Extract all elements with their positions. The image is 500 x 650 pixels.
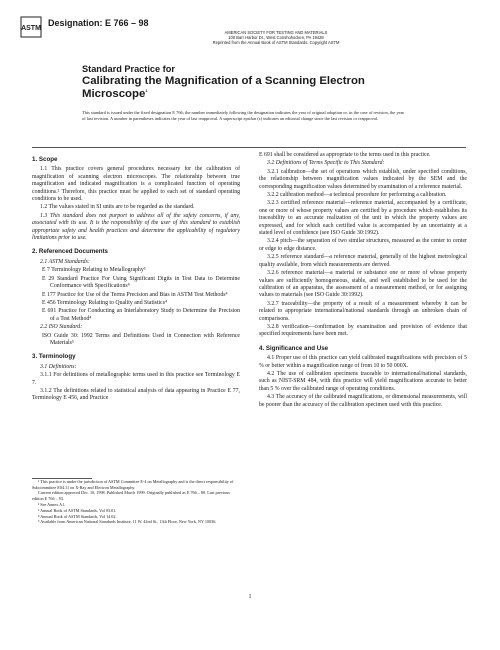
reference-item: E 456 Terminology Relating to Quality and Statistics⁴ <box>42 299 168 306</box>
left-column <box>32 152 240 404</box>
right-column <box>259 152 467 410</box>
paragraph-3-1-2: 3.1.2 The definitions related to statistical analysis of data appearing in Practice E 77, Terminology E 456, and Practice <box>32 387 240 402</box>
org-line: Reprinted from the Annual Book of ASTM Standards. Copyright ASTM <box>212 40 340 46</box>
logo-text: ASTM <box>21 25 41 32</box>
reference-item: E 177 Practice for Use of the Terms Precision and Bias in ASTM Test Methods⁴ <box>42 291 228 298</box>
paragraph-3-2: 3.2 Definitions of Terms Specific to This Standard: <box>267 160 385 167</box>
definition-reference-material: 3.2.6 reference material—a material or substance one or more of whose property values are sufficiently homogeneous, stable, and well established to be used for the calibration of an apparatus, the assessment of a measurement method, or for assigning values to materials (see ISO Guide 30:1992). <box>259 270 467 299</box>
paragraph-3-1-1: 3.1.1 For definitions of metallographic terms used in this practice see Terminology E 7. <box>32 372 240 386</box>
org-line: 100 Barr Harbor Dr., West Conshohocken, PA 19428 <box>228 35 324 41</box>
paragraph-continuation: E 691 shall be considered as appropriate to the terms used in this practice. <box>259 152 431 158</box>
org-line: AMERICAN SOCIETY FOR TESTING AND MATERIALS <box>224 30 328 35</box>
definition-verification: 3.2.8 verification—confirmation by examination and provision of evidence that specified requirements have been met. <box>259 323 467 338</box>
paragraph-1-1: 1.1 This practice covers general procedures necessary for the calibration of magnification of scanning electron microscopes. The relationship between true magnification and indicated magnification is a complicated function of operating conditions.² Therefore, this practice must be applied to each set of standard operating conditions to be used. <box>32 166 240 203</box>
organization-info <box>156 30 396 46</box>
title-text: Calibrating the Magnification of a Scanning Electron Microscope <box>82 75 365 100</box>
footnotes <box>32 478 240 525</box>
paragraph-4-3: 4.3 The accuracy of the calibrated magnifications, or dimensional measurements, will be poorer than the accuracy of the calibration specimen used with this practice. <box>259 394 467 408</box>
paragraph-2-2: 2.2 ISO Standard: <box>40 324 83 331</box>
definition-pitch: 3.2.4 pitch—the separation of two similar structures, measured as the center to center or edge to edge distance. <box>259 238 467 252</box>
section-heading-significance: 4. Significance and Use <box>259 344 329 352</box>
paragraph-1-3: 1.3 This standard does not purport to address all of the safety concerns, if any, associated with its use. It is the responsibility of the user of this standard to establish appropriate safety and health practices and determine the applicability of regulatory limitations prior to use. <box>32 212 240 242</box>
page-number: 1 <box>248 594 252 600</box>
section-heading-referenced-documents: 2. Referenced Documents <box>32 248 108 256</box>
footnote: ³ Annual Book of ASTM Standards, Vol 03.01. <box>38 507 117 513</box>
definition-reference-standard: 3.2.5 reference standard—a reference material, generally of the highest metrological quality available, from which measurements are derived. <box>259 254 467 268</box>
footnote: ² See Annex A1. <box>38 501 66 507</box>
footnote: Current edition approved Dec. 10, 1998. Published March 1999. Originally published as E 766 – 80. Last previous edition E 766 – 93. <box>32 490 230 501</box>
document-title <box>82 64 412 101</box>
definition-certified-reference-material: 3.2.3 certified reference material—reference material, accompanied by a certificate, one or more of whose property values are certified by a procedure which establishes its traceability to an accurate realization of the unit in which the property values are expressed, and for which each certified value is accompanied by an uncertainty at a stated level of confidence (see ISO Guide 30:1992). <box>259 200 467 237</box>
definition-traceability: 3.2.7 traceability—the property of a result of a measurement whereby it can be related to appropriate international/national standards through an unbroken chain of comparisons. <box>259 300 467 322</box>
title-footnote-mark: 1 <box>145 89 148 94</box>
divider <box>32 147 466 148</box>
paragraph-2-1: 2.1 ASTM Standards: <box>40 258 90 265</box>
reference-item: E 691 Practice for Conducting an Interlaboratory Study to Determine the Precision of a Test Method⁴ <box>42 308 240 322</box>
definition-calibration: 3.2.1 calibration—the set of operations which establish, under specified conditions, the relationship between magnification values indicated by the SEM and the corresponding magnification values determined by examination of a reference material. <box>259 168 467 190</box>
paragraph-3-1: 3.1 Definitions: <box>40 363 77 370</box>
footnote: ⁵ Available from American National Standards Institute, 11 W. 42nd St., 13th Floor, New York, NY 10036. <box>38 519 217 525</box>
astm-logo-icon <box>20 16 42 38</box>
paragraph-4-1: 4.1 Proper use of this practice can yield calibrated magnifications with precision of 5 % or better within a magnification range of from 10 to 50 000X. <box>259 355 467 369</box>
paragraph-1-2: 1.2 The values stated in SI units are to be regarded as the standard. <box>40 204 195 211</box>
title-prefix: Standard Practice for <box>82 64 175 74</box>
footnote: ⁴ Annual Book of ASTM Standards, Vol 14.02. <box>38 513 117 519</box>
title-main <box>82 75 412 101</box>
designation: Designation: E 766 – 98 <box>48 18 149 28</box>
reference-item: E 7 Terminology Relating to Metallography³ <box>42 267 146 274</box>
footnote: ¹ This practice is under the jurisdiction of ASTM Committee E-4 on Metallography and is the direct responsibility of Subcommittee E04.11 on X-Ray and Electron Metallography. <box>32 479 234 490</box>
paragraph-4-2: 4.2 The use of calibration specimens traceable to international/national standards, such as NIST-SRM 484, with this practice will yield magnifications accurate to better than 5 % over the calibrated range of operating conditions. <box>259 370 467 392</box>
standard-intro-note: This standard is issued under the fixed designation E 766; the number immediately following the designation indicates the year of original adoption or, in the case of revision, the year of last revision. A number in parentheses indicates the year of last reapproval. A superscript epsilon (ε) indicates an editorial change since the last revision or reapproval. <box>82 110 404 121</box>
definition-calibration-method: 3.2.2 calibration method—a technical procedure for performing a calibration. <box>267 192 447 199</box>
section-heading-scope: 1. Scope <box>32 156 58 163</box>
section-heading-terminology: 3. Terminology <box>32 353 76 361</box>
reference-item: E 29 Standard Practice For Using Significant Digits in Test Data to Determine Conformance with Specifications⁴ <box>42 275 240 290</box>
reference-item-iso: ISO Guide 30: 1992 Terms and Definitions Used in Connection with Reference Materials⁵ <box>42 332 240 346</box>
